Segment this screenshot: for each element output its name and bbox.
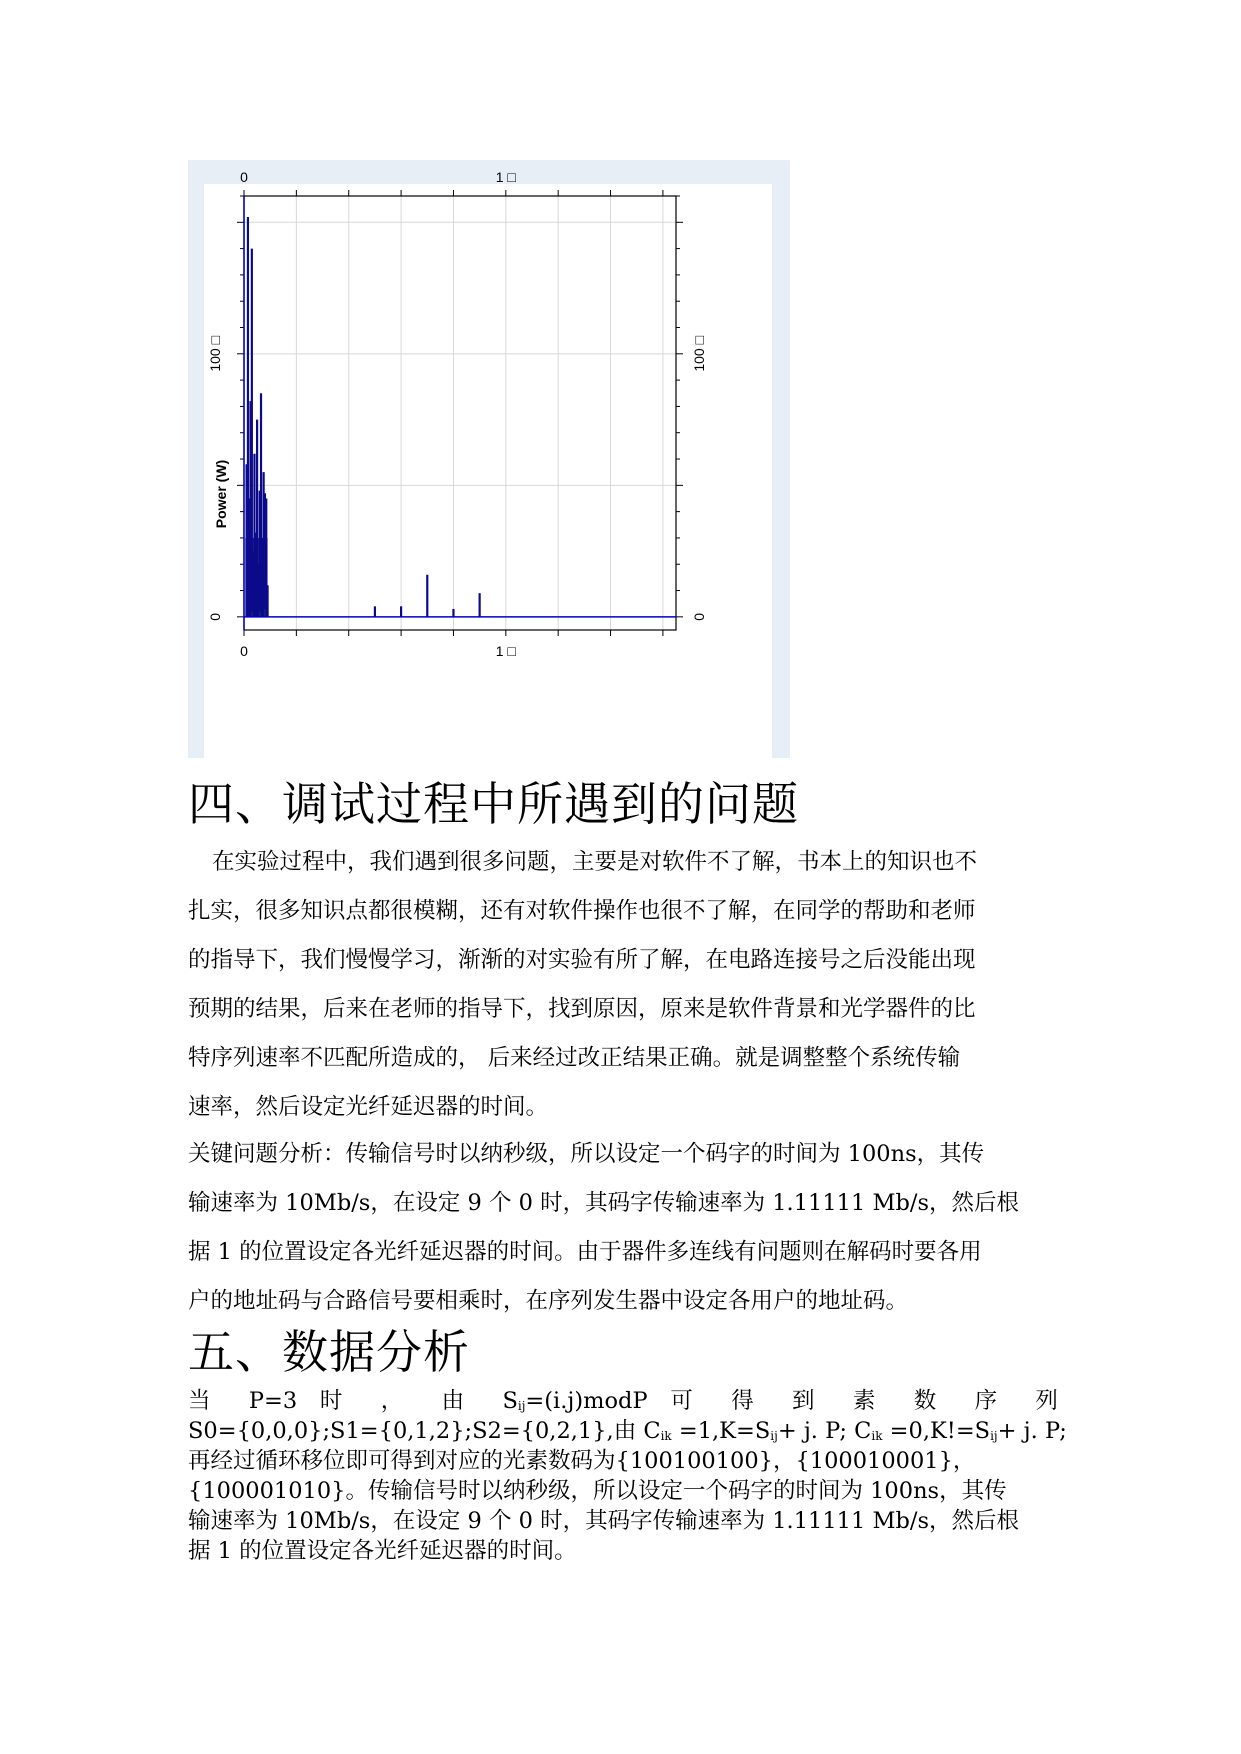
word: 列 bbox=[1035, 1388, 1058, 1414]
paragraph-line bbox=[188, 1386, 1058, 1416]
subscript: ij bbox=[770, 1429, 778, 1443]
formula-part: S0={0,0,0};S1={0,1,2};S2={0,2,1},由 C bbox=[188, 1418, 661, 1444]
word: 序 bbox=[974, 1388, 1013, 1414]
power-chart bbox=[188, 160, 790, 758]
subscript: ik bbox=[871, 1429, 883, 1443]
paragraph-line: 的指导下，我们慢慢学习，渐渐的对实验有所了解，在电路连接号之后没能出现 bbox=[188, 947, 976, 973]
paragraph-line: 在实验过程中，我们遇到很多问题，主要是对软件不了解，书本上的知识也不 bbox=[212, 849, 978, 875]
paragraph-line bbox=[188, 1416, 1067, 1446]
power-burst-area bbox=[245, 538, 267, 617]
paragraph-line: 关键问题分析：传输信号时以纳秒级，所以设定一个码字的时间为 100ns，其传 bbox=[188, 1141, 985, 1167]
paragraph-line: 户的地址码与合路信号要相乘时，在序列发生器中设定各用户的地址码。 bbox=[188, 1288, 909, 1314]
y-axis-label: Power (W) bbox=[213, 459, 229, 529]
chart-canvas bbox=[204, 184, 772, 758]
subscript: ij bbox=[517, 1399, 526, 1413]
formula-part: =(i.j)modP bbox=[525, 1388, 648, 1414]
subscript: ik bbox=[660, 1429, 672, 1443]
y-tick-label-left: 100 □ bbox=[207, 335, 223, 372]
formula-part: =0,K!=S bbox=[882, 1418, 991, 1444]
paragraph-line: 预期的结果，后来在老师的指导下，找到原因，原来是软件背景和光学器件的比 bbox=[188, 996, 976, 1022]
word: 可 bbox=[670, 1388, 709, 1414]
paragraph-line: 特序列速率不匹配所造成的， 后来经过改正结果正确。就是调整整个系统传输 bbox=[188, 1045, 961, 1071]
paragraph-line: 输速率为 10Mb/s，在设定 9 个 0 时，其码字传输速率为 1.11111 Mb/s，然后根 bbox=[188, 1190, 1020, 1216]
paragraph-line: 据 1 的位置设定各光纤延迟器的时间。由于器件多连线有问题则在解码时要各用 bbox=[188, 1239, 982, 1265]
x-tick-label-top: 0 bbox=[240, 169, 248, 185]
y-tick-label-left: 0 bbox=[207, 612, 223, 621]
x-tick-label-bottom: 0 bbox=[240, 643, 248, 659]
paragraph-line: 输速率为 10Mb/s，在设定 9 个 0 时，其码字传输速率为 1.11111 Mb/s，然后根 bbox=[188, 1508, 1020, 1534]
paragraph-line: 据 1 的位置设定各光纤延迟器的时间。 bbox=[188, 1538, 577, 1564]
y-tick-label-right: 100 □ bbox=[691, 335, 707, 372]
formula-part: S bbox=[502, 1388, 518, 1414]
section-5-heading: 五、数据分析 bbox=[188, 1325, 470, 1379]
formula bbox=[502, 1388, 647, 1414]
word: 时 bbox=[319, 1388, 358, 1414]
section-4-paragraph-1 bbox=[188, 838, 1058, 1132]
section-5-paragraph bbox=[188, 1386, 1067, 1566]
formula-part: =1,K=S bbox=[671, 1418, 771, 1444]
section-4-paragraph-2 bbox=[188, 1130, 1058, 1326]
word: 数 bbox=[913, 1388, 952, 1414]
subscript: ij bbox=[990, 1429, 998, 1443]
word: 到 bbox=[792, 1388, 831, 1414]
formula-part: + j. P; C bbox=[777, 1418, 872, 1444]
word: 素 bbox=[852, 1388, 891, 1414]
section-4-heading: 四、调试过程中所遇到的问题 bbox=[188, 777, 799, 831]
paragraph-line: 扎实，很多知识点都很模糊，还有对软件操作也很不了解，在同学的帮助和老师 bbox=[188, 898, 976, 924]
paragraph-line: 再经过循环移位即可得到对应的光素数码为{100100100}，{100010001}， bbox=[188, 1448, 976, 1474]
power-chart-figure bbox=[188, 160, 790, 758]
x-tick-label-bottom: 1 □ bbox=[495, 643, 516, 659]
paragraph-line: 速率，然后设定光纤延迟器的时间。 bbox=[188, 1094, 549, 1120]
y-tick-label-right: 0 bbox=[691, 612, 707, 621]
word: P=3 bbox=[248, 1388, 298, 1414]
paragraph-line: {100001010}。传输信号时以纳秒级，所以设定一个码字的时间为 100ns，其传 bbox=[188, 1478, 1007, 1504]
formula-part: + j. P; bbox=[997, 1418, 1067, 1444]
x-tick-label-top: 1 □ bbox=[495, 169, 516, 185]
word: 当 bbox=[188, 1388, 227, 1414]
word: 得 bbox=[731, 1388, 770, 1414]
word: 由 bbox=[441, 1388, 480, 1414]
word: ， bbox=[380, 1388, 419, 1414]
